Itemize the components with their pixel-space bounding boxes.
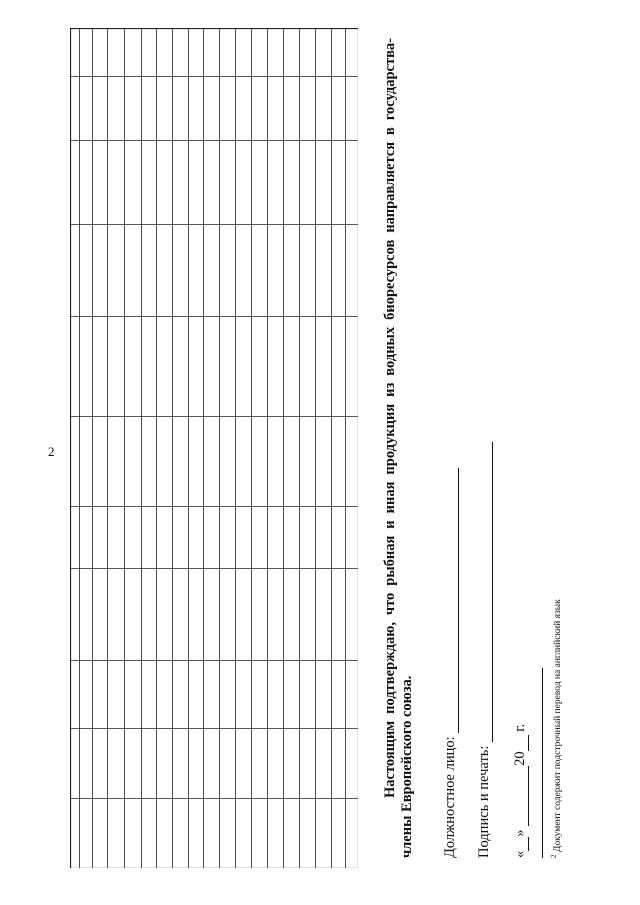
date-year-line[interactable] — [514, 735, 529, 751]
footnote-separator — [542, 668, 543, 858]
signature-field[interactable] — [476, 442, 493, 858]
signature-label: Подпись и печать: — [476, 745, 492, 858]
certification-block — [372, 38, 622, 858]
official-line[interactable] — [444, 468, 459, 733]
official-field[interactable] — [442, 468, 459, 858]
date-day-line[interactable] — [514, 837, 529, 851]
official-label: Должностное лицо: — [442, 736, 458, 858]
certification-text: Настоящим подтверждаю, что рыбная и иная продукция из водных биоресурсов направляется в государства-члены Европейского союза. — [382, 38, 415, 858]
page-number: 2 — [48, 444, 55, 459]
blank-table-grid — [70, 28, 358, 868]
date-field[interactable]: «» 20 г. — [512, 723, 528, 858]
signature-line[interactable] — [478, 442, 493, 742]
date-month-line[interactable] — [514, 766, 529, 826]
footnote: $^2$ Документ содержит подстрочный перевод на английский язык — [550, 599, 564, 858]
